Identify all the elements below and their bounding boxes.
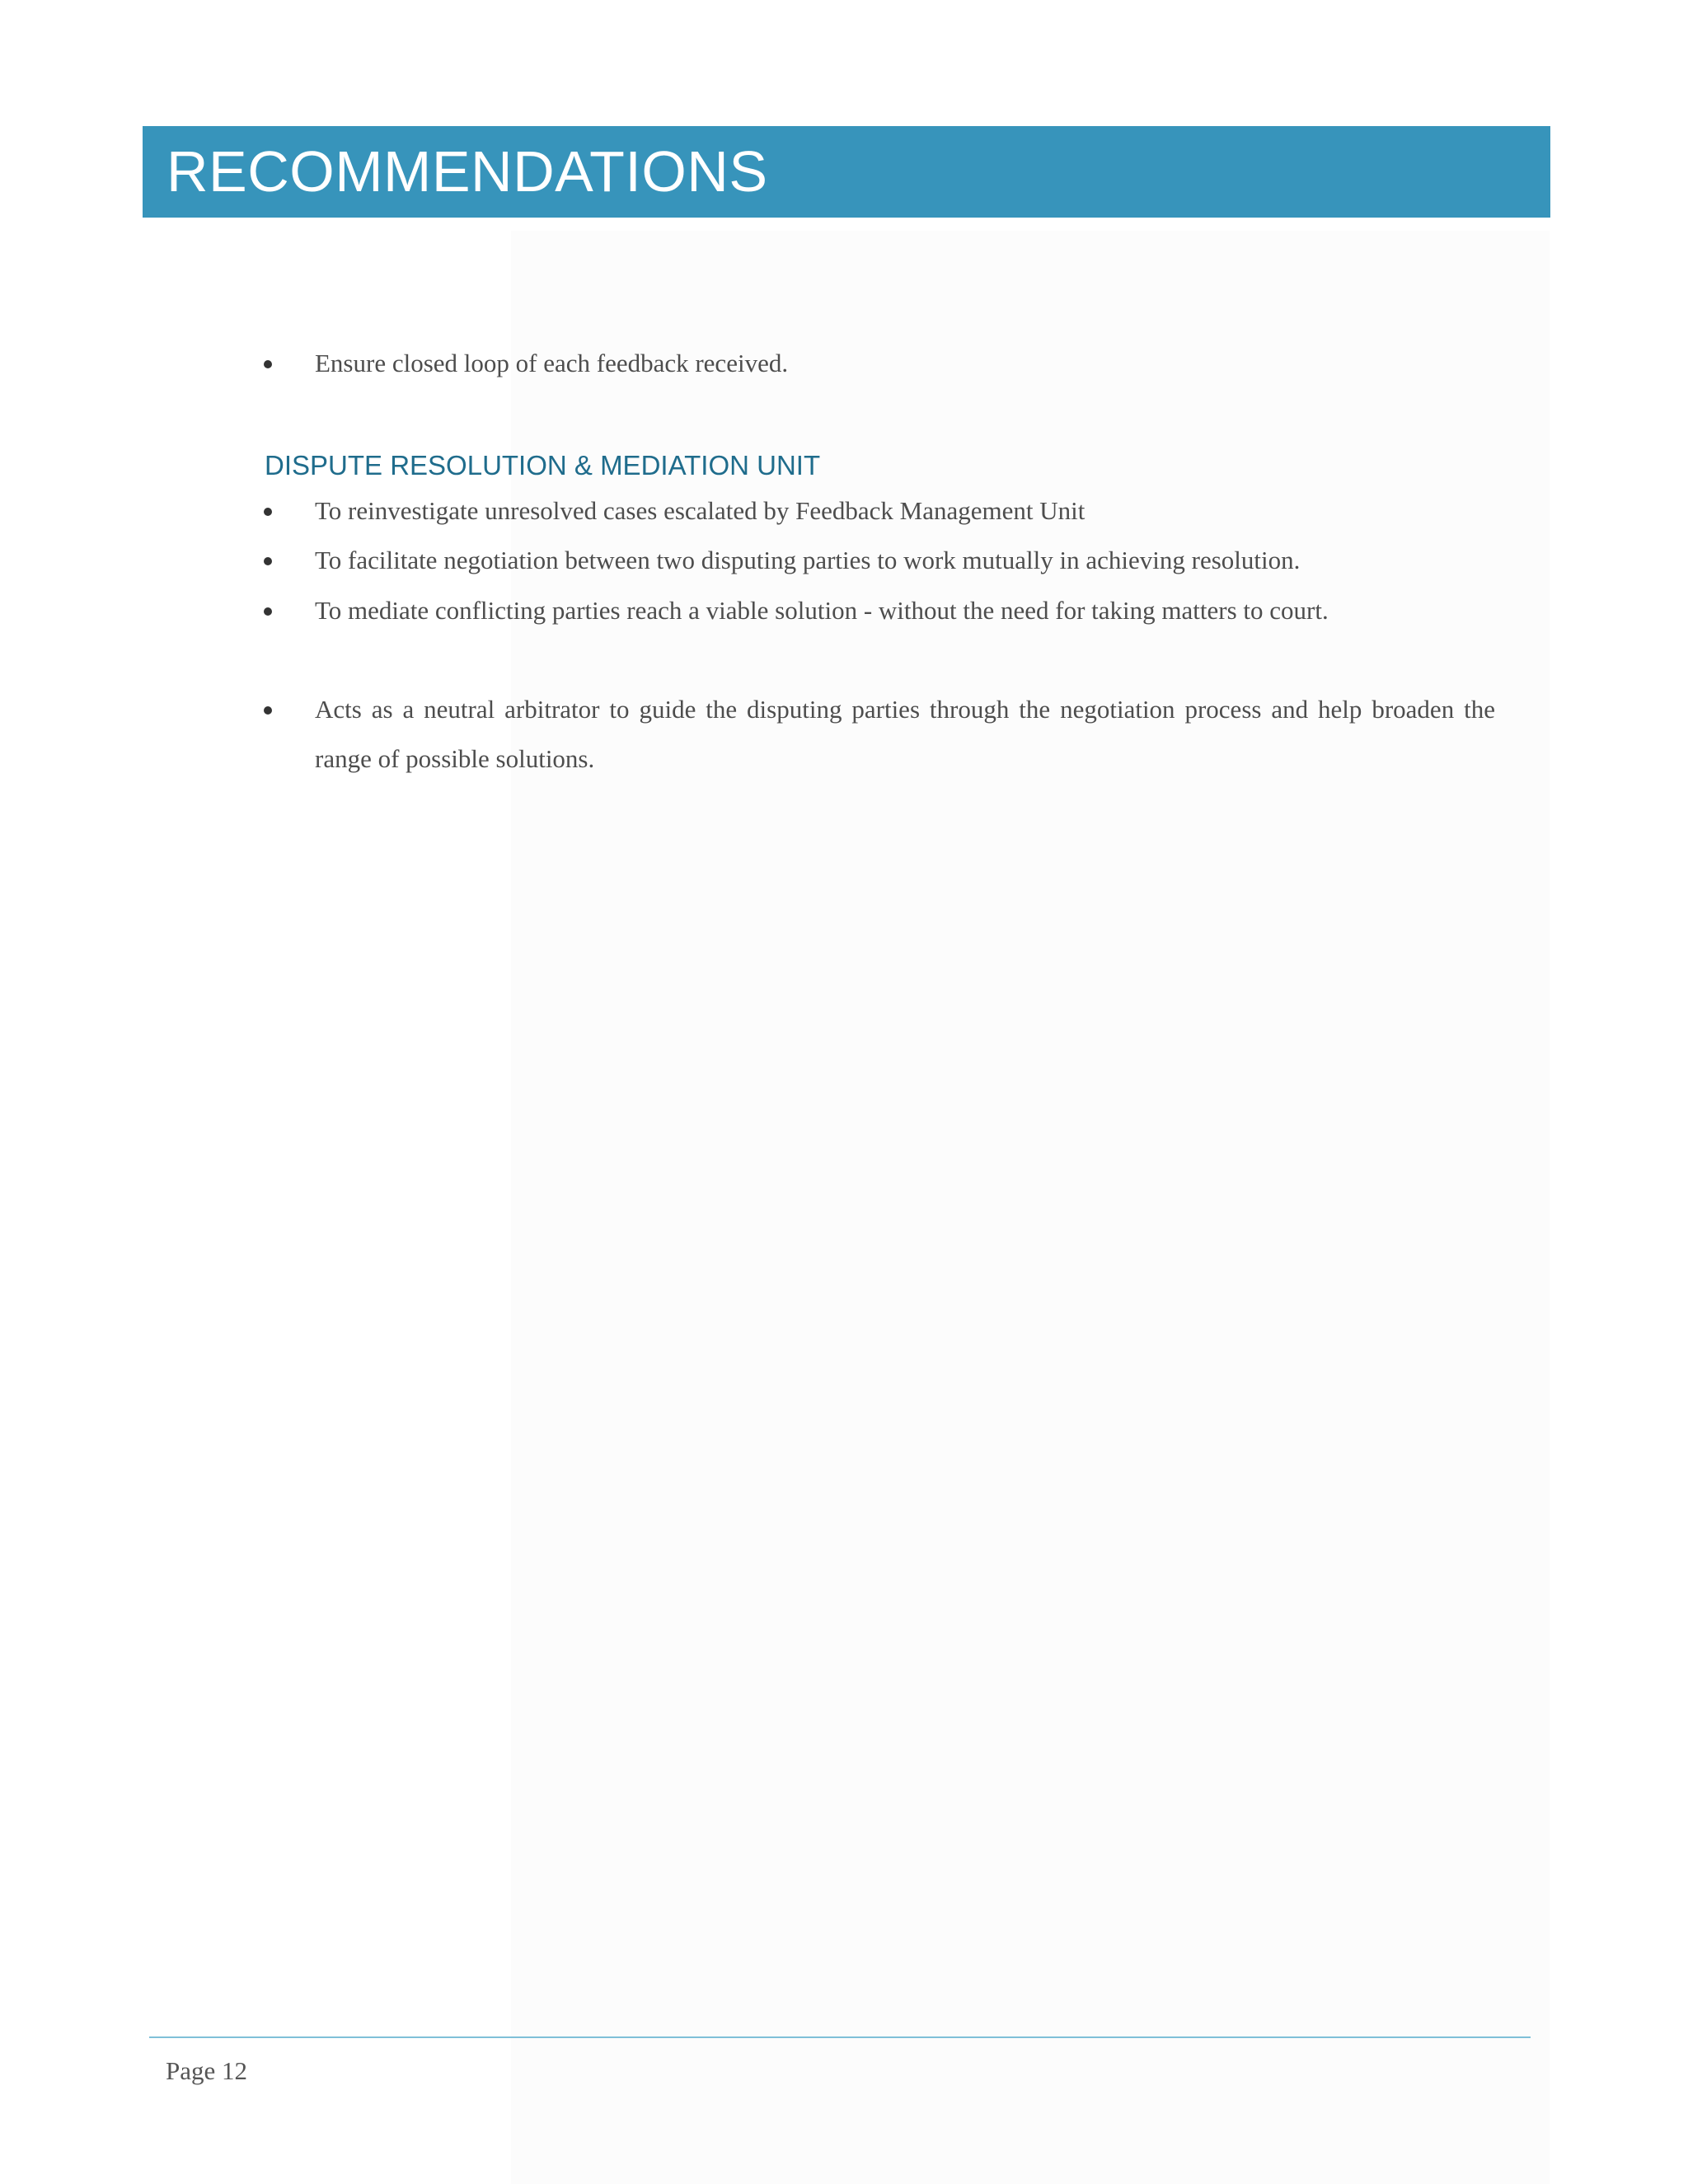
- list-item-text: Ensure closed loop of each feedback received.: [315, 349, 789, 377]
- list-item-text: To mediate conflicting parties reach a viable solution - without the need for taking matters to court.: [315, 596, 1329, 625]
- page-title: RECOMMENDATIONS: [166, 139, 768, 204]
- bullet-icon: [264, 586, 316, 635]
- page-number: Page 12: [166, 2056, 248, 2085]
- list-item-text: To reinvestigate unresolved cases escalated by Feedback Management Unit: [315, 496, 1085, 525]
- bullet-icon: [264, 486, 316, 536]
- list-item-text: To facilitate negotiation between two disputing parties to work mutually in achieving resolution.: [315, 546, 1301, 574]
- section-heading: DISPUTE RESOLUTION & MEDIATION UNIT: [265, 450, 821, 480]
- footer-divider: [149, 2036, 1531, 2038]
- bullet-icon: [264, 339, 316, 388]
- title-banner: [143, 126, 1550, 218]
- bullet-icon: [264, 685, 316, 734]
- list-item-text: Acts as a neutral arbitrator to guide the disputing parties through the negotiation process and help broaden the range of possible solutions.: [315, 695, 1495, 773]
- bullet-icon: [264, 536, 316, 585]
